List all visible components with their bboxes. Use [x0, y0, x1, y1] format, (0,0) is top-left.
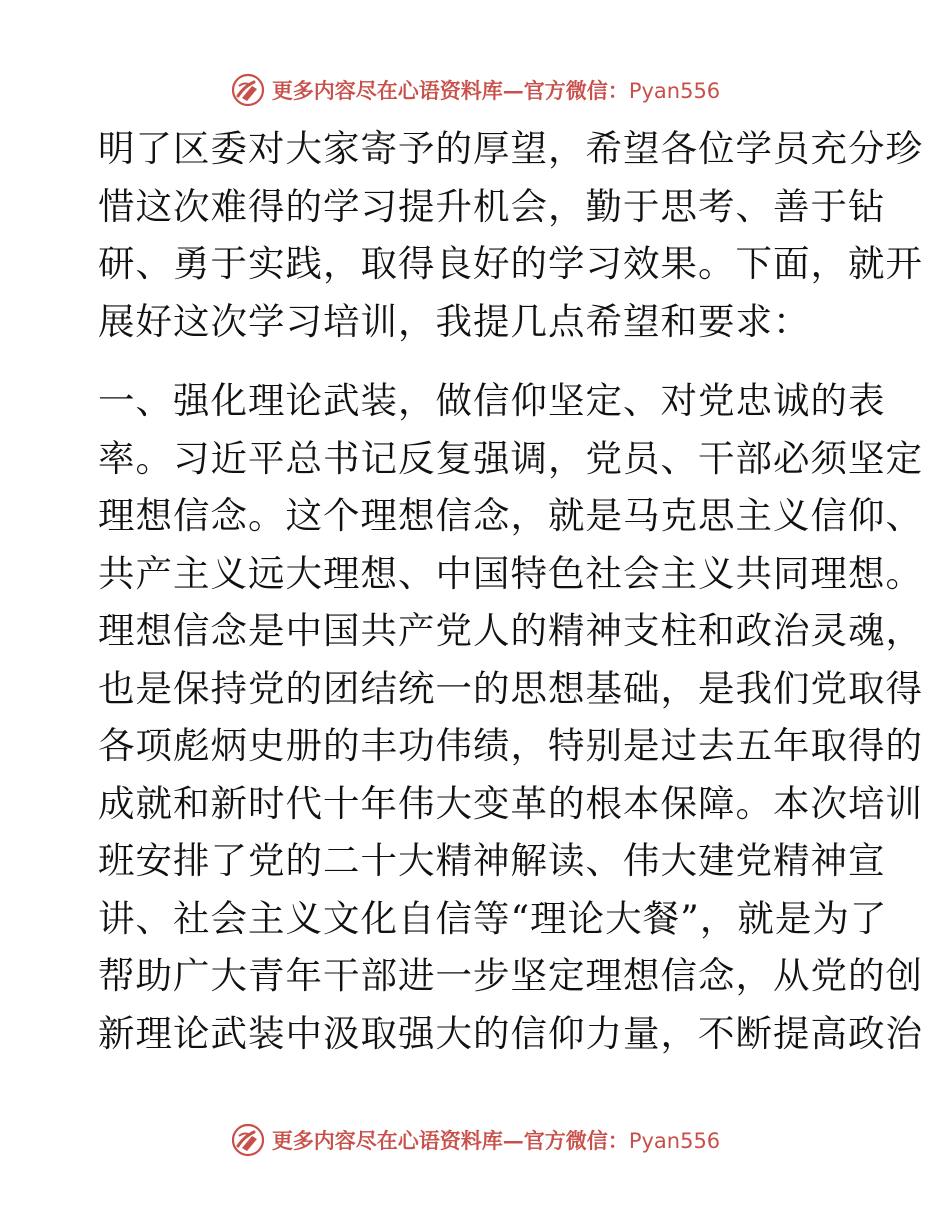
text-line: 率。习近平总书记反复强调，党员、干部必须坚定 — [98, 436, 923, 480]
text-line: 展好这次学习培训，我提几点希望和要求： — [98, 299, 811, 343]
footer-watermark — [0, 1120, 950, 1160]
text-line: 帮助广大青年干部进一步坚定理想信念，从党的创 — [98, 954, 923, 997]
paragraph-1 — [98, 120, 923, 350]
watermark-label: 更多内容尽在心语资料库—官方微信： — [271, 78, 629, 103]
document-body — [98, 120, 923, 1062]
watermark-account: Pyan556 — [628, 1129, 721, 1153]
watermark-label: 更多内容尽在心语资料库—官方微信： — [271, 1128, 629, 1153]
text-line: 共产主义远大理想、中国特色社会主义共同理想。 — [98, 551, 923, 595]
text-line: 明了区委对大家寄予的厚望，希望各位学员充分珍 — [98, 127, 923, 170]
text-line: 理想信念。这个理想信念，就是马克思主义信仰、 — [98, 494, 923, 537]
text-line: 讲、社会主义文化自信等“理论大餐”，就是为了 — [98, 896, 888, 940]
watermark-account: Pyan556 — [628, 79, 721, 103]
text-line: 新理论武装中汲取强大的信仰力量，不断提高政治 — [98, 1011, 923, 1055]
text-line: 成就和新时代十年伟大变革的根本保障。本次培训 — [98, 781, 923, 825]
book-logo-icon — [230, 1122, 266, 1158]
watermark-text — [272, 75, 720, 105]
watermark-text — [272, 1125, 720, 1155]
text-line: 理想信念是中国共产党人的精神支柱和政治灵魂， — [98, 609, 923, 652]
header-watermark — [0, 70, 950, 110]
text-line: 也是保持党的团结统一的思想基础，是我们党取得 — [98, 666, 923, 710]
text-line: 惜这次难得的学习提升机会，勤于思考、善于钻 — [98, 184, 886, 228]
text-line: 各项彪炳史册的丰功伟绩，特别是过去五年取得的 — [98, 724, 923, 767]
book-logo-icon — [230, 72, 266, 108]
text-line: 研、勇于实践，取得良好的学习效果。下面，就开 — [98, 242, 923, 285]
text-line: 一、强化理论武装，做信仰坚定、对党忠诚的表 — [98, 379, 886, 422]
paragraph-2 — [98, 372, 923, 1062]
text-line: 班安排了党的二十大精神解读、伟大建党精神宣 — [98, 839, 886, 882]
